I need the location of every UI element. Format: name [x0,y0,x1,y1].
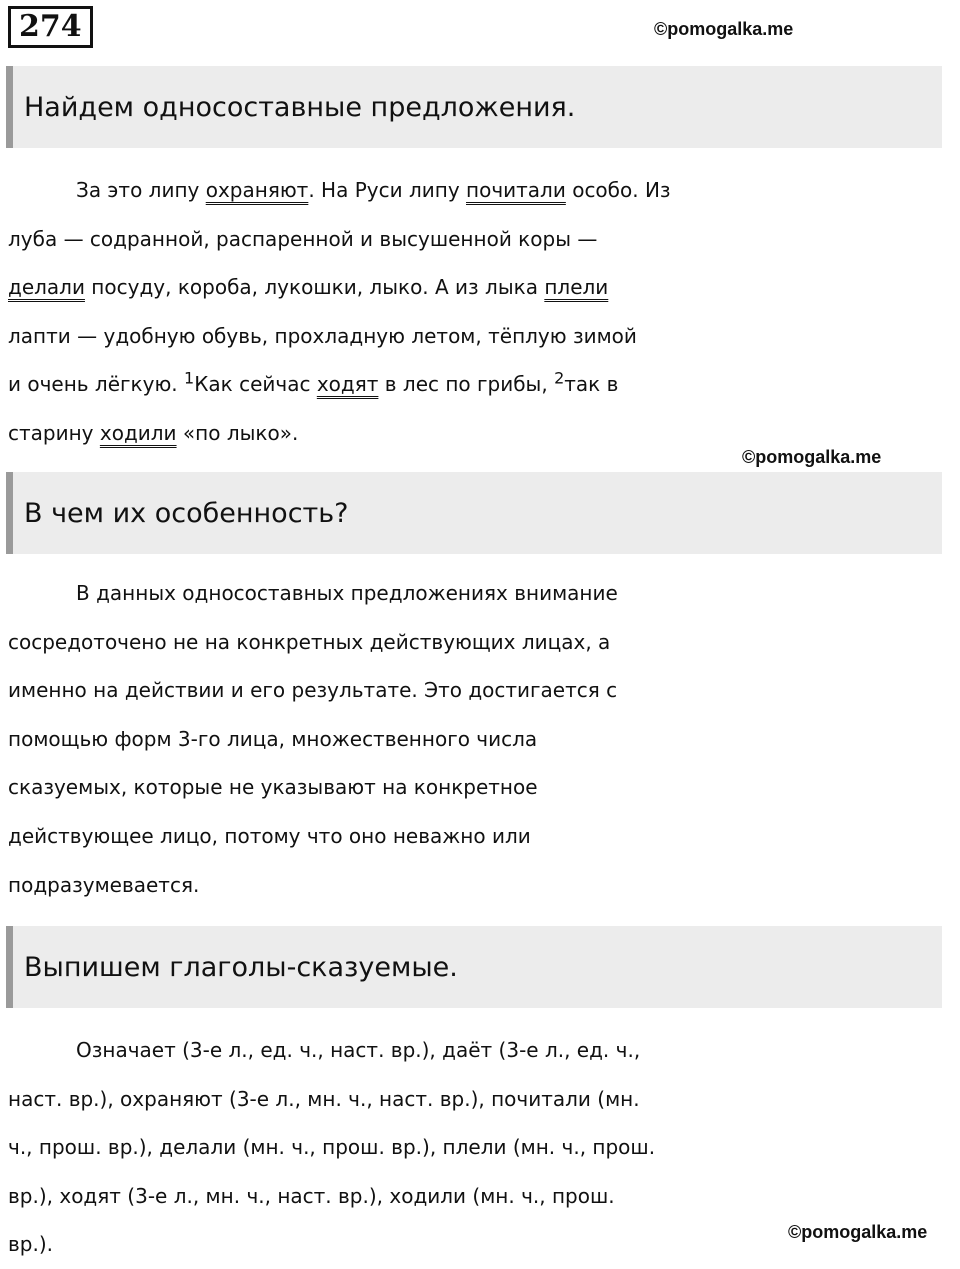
text-line: действующее лицо, потому что оно неважно или [8,823,531,848]
predicate-word: почитали [466,178,566,202]
text-line [8,360,948,409]
text-segment: в лес по грибы, [378,372,555,397]
text-line: помощью форм 3-го лица, множественного числа [8,726,538,751]
section-header-predicates [6,926,942,1008]
text-line: вр.). [8,1232,53,1257]
sentence-number: 1 [184,368,195,388]
text-line: ч., прош. вр.), делали (мн. ч., прош. вр.), плели (мн. ч., прош. [8,1135,656,1160]
text-segment: луба — содранной, распаренной и высушенной коры — [8,226,598,251]
section-header-find-sentences [6,66,942,148]
text-segment: За это липу [76,178,206,202]
predicate-word: делали [8,275,85,300]
watermark: ©pomogalka.me [742,447,882,467]
task-number: 274 [8,6,93,48]
text-segment: старину [8,420,100,445]
text-line [8,312,948,361]
section-header-text: Выпишем глаголы-сказуемые. [24,951,458,983]
predicate-word: ходили [99,420,177,445]
text-segment: и очень лёгкую. [8,372,184,397]
text-line: Означает (3-е л., ед. ч., наст. вр.), даёт (3-е л., ед. ч., [76,1038,641,1062]
text-segment: посуду, короба, лукошки, лыко. А из лыка [84,275,545,300]
text-segment: . На Руси липу [308,178,467,202]
text-line: вр.), ходят (3-е л., мн. ч., наст. вр.), ходили (мн. ч., прош. [8,1183,615,1208]
sentence-number: 2 [554,368,565,388]
text-line: сказуемых, которые не указывают на конкретное [8,775,538,800]
sentences-text [8,166,948,458]
text-segment: «по лыко». [176,420,299,445]
predicate-word: ходят [316,372,379,397]
text-line: сосредоточено не на конкретных действующих лицах, а [8,629,611,654]
text-line: именно на действии и его результате. Это достигается с [8,678,618,703]
text-line [8,263,948,312]
text-line: наст. вр.), охраняют (3-е л., мн. ч., наст. вр.), почитали (мн. [8,1086,640,1111]
text-segment: лапти — удобную обувь, прохладную летом, тёплую зимой [8,323,637,348]
text-line: В данных односоставных предложениях внимание [76,581,618,605]
predicate-word: охраняют [205,178,309,202]
text-segment: так в [564,372,619,397]
predicate-word: плели [544,275,609,300]
section-header-text: В чем их особенность? [24,497,349,529]
watermark: ©pomogalka.me [654,19,794,39]
section-header-feature [6,472,942,554]
feature-text [8,569,948,909]
section-header-text: Найдем односоставные предложения. [24,91,576,123]
text-line [8,166,948,215]
text-segment: особо. Из [565,178,671,202]
text-line: подразумевается. [8,872,200,897]
watermark: ©pomogalka.me [788,1222,928,1242]
text-line [8,215,948,264]
text-segment: Как сейчас [194,372,317,397]
